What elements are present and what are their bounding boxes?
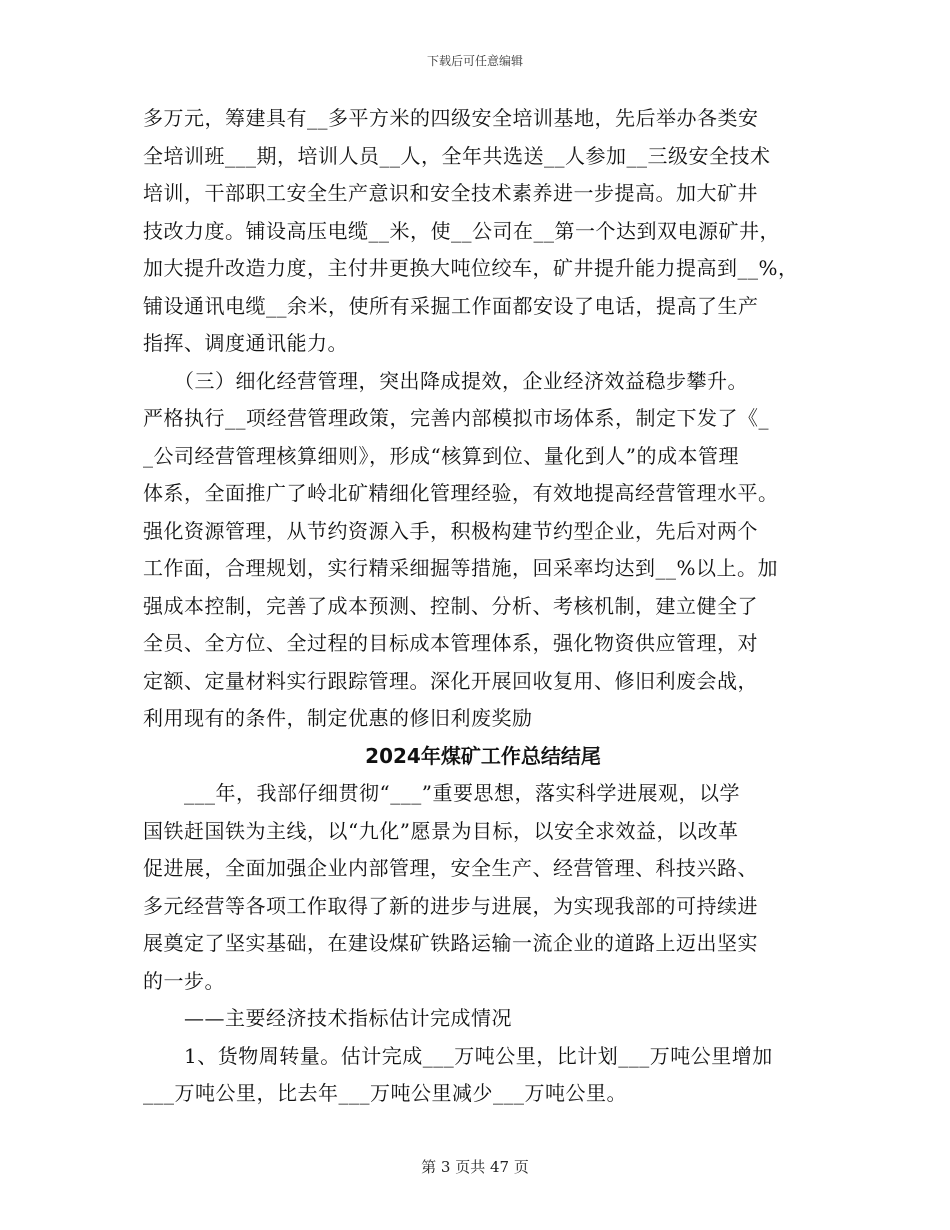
- paragraph-line: 技改力度。铺设高压电缆__米，使__公司在__第一个达到双电源矿井，: [143, 218, 780, 243]
- paragraph-line: 培训，干部职工安全生产意识和安全技术素养进一步提高。加大矿井: [143, 181, 758, 205]
- paragraph-line: 的一步。: [143, 968, 225, 993]
- paragraph-line: ___万吨公里，比去年___万吨公里减少___万吨公里。: [143, 1081, 627, 1105]
- paragraph-line: 体系，全面推广了岭北矿精细化管理经验，有效地提高经营管理水平。: [143, 481, 779, 505]
- header-note: 下载后可任意编辑: [426, 54, 523, 68]
- paragraph-line: （三）细化经营管理，突出降成提效，企业经济效益稳步攀升。: [143, 368, 748, 393]
- paragraph-line: 全培训班___期，培训人员__人，全年共选送__人参加__三级安全技术: [143, 143, 771, 168]
- paragraph-line: 利用现有的条件，制定优惠的修旧利废奖励: [143, 706, 533, 730]
- paragraph-line: 加大提升改造力度，主付井更换大吨位绞车，矿井提升能力提高到__%，: [143, 256, 799, 280]
- paragraph-line: _公司经营管理核算细则》，形成“核算到位、量化到人”的成本管理: [143, 443, 739, 468]
- paragraph-line: ___年，我部仔细贯彻“___”重要思想，落实科学进展观，以学: [143, 781, 740, 805]
- section-title: 2024年煤矿工作总结结尾: [365, 743, 601, 768]
- paragraph-line: 定额、定量材料实行跟踪管理。深化开展回收复用、修旧利废会战，: [143, 668, 758, 693]
- paragraph-line: 全员、全方位、全过程的目标成本管理体系，强化物资供应管理，对: [143, 631, 758, 655]
- paragraph-line: 强化资源管理，从节约资源入手，积极构建节约型企业，先后对两个: [143, 518, 758, 543]
- paragraph-line: ——主要经济技术指标估计完成情况: [143, 1006, 512, 1030]
- paragraph-line: 强成本控制，完善了成本预测、控制、分析、考核机制，建立健全了: [143, 593, 758, 618]
- page-number: 第 3 页共 47 页: [421, 1158, 529, 1176]
- paragraph-line: 指挥、调度通讯能力。: [143, 331, 348, 355]
- paragraph-line: 严格执行__项经营管理政策，完善内部模拟市场体系，制定下发了《_: [143, 406, 769, 430]
- paragraph-line: 1、货物周转量。估计完成___万吨公里，比计划___万吨公里增加: [143, 1043, 773, 1068]
- paragraph-line: 多元经营等各项工作取得了新的进步与进展，为实现我部的可持续进: [143, 893, 758, 918]
- paragraph-line: 工作面，合理规划，实行精采细掘等措施，回采率均达到__%以上。加: [143, 556, 779, 580]
- paragraph-line: 多万元，筹建具有__多平方米的四级安全培训基地，先后举办各类安: [143, 106, 759, 130]
- document-body: [143, 100, 823, 1113]
- paragraph-line: 展奠定了坚实基础，在建设煤矿铁路运输一流企业的道路上迈出坚实: [143, 931, 758, 955]
- paragraph-line: 铺设通讯电缆__余米，使所有采掘工作面都安设了电话，提高了生产: [143, 293, 759, 318]
- paragraph-line: 促进展，全面加强企业内部管理，安全生产、经营管理、科技兴路、: [143, 856, 758, 880]
- paragraph-line: 国铁赶国铁为主线，以“九化”愿景为目标，以安全求效益，以改革: [143, 818, 739, 843]
